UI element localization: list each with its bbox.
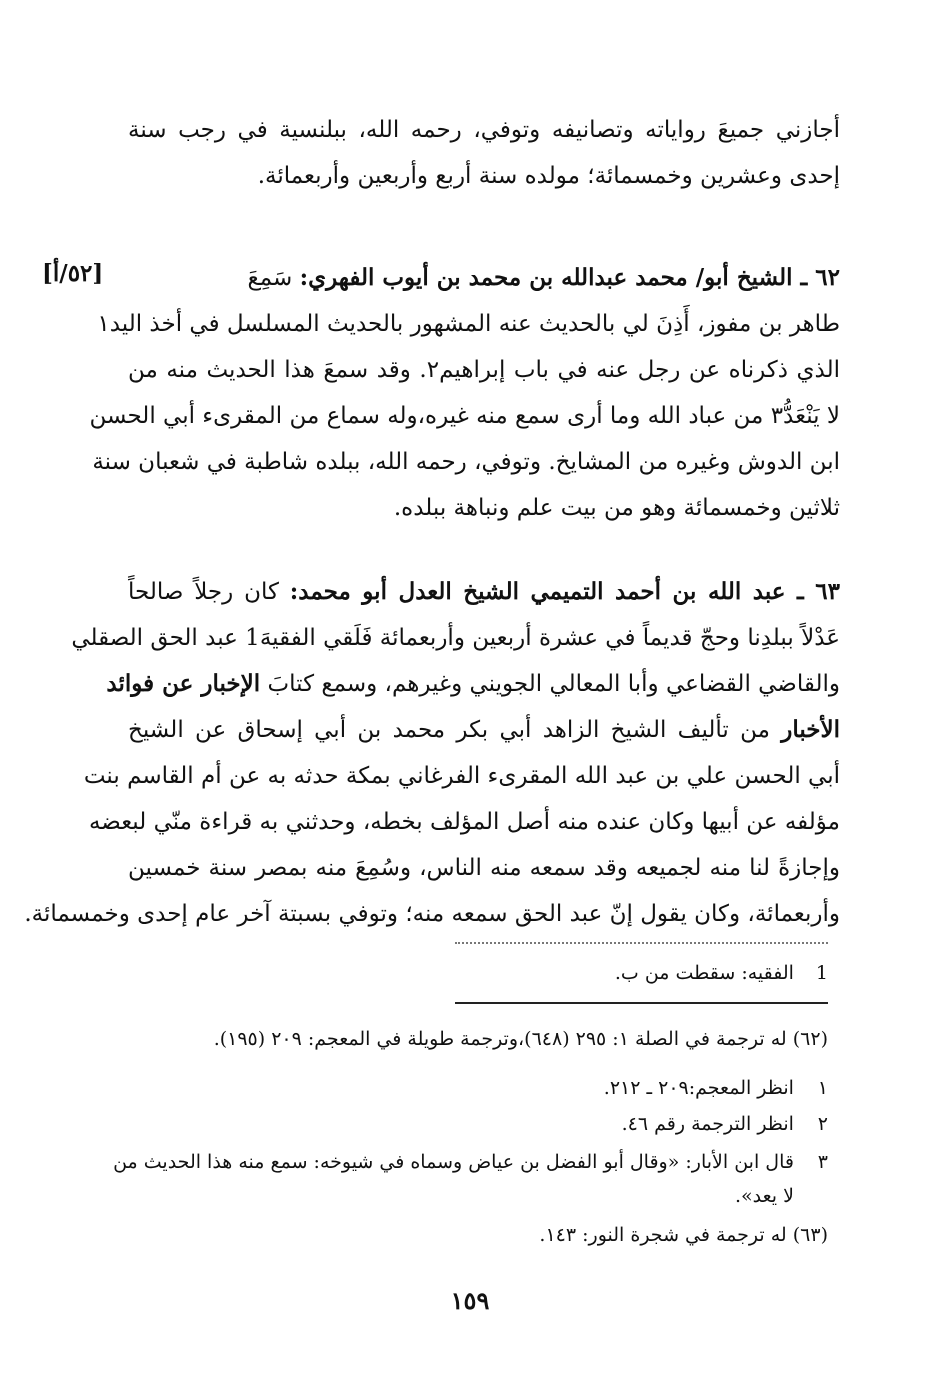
text-line: ثلاثين وخمسمائة وهو من بيت علم ونباهة ببلده. xyxy=(393,495,840,521)
text-line: لا يَنْعَدُّ٣ من عباد الله وما أرى سمع منه غيره،وله سماع من المقرىء أبي الحسن xyxy=(89,403,840,429)
note-number: ٢ xyxy=(817,1113,828,1135)
note-text: انظر الترجمة رقم ٤٦. xyxy=(621,1113,794,1135)
reference-note-62: (٦٢) له ترجمة في الصلة ١: ٢٩٥ (٦٤٨)،وترجمة طويلة في المعجم: ٢٠٩ (١٩٥). xyxy=(213,1028,828,1050)
note-text: انظر المعجم:٢٠٩ ـ ٢١٢. xyxy=(603,1077,794,1099)
reference-note xyxy=(604,1077,828,1099)
text-fragment: كان رجلاً صالحاً xyxy=(128,579,279,605)
text-line: طاهر بن مفوز، أَذِنَ لي بالحديث عنه المشهور بالحديث المسلسل في أخذ اليد١ xyxy=(97,311,840,337)
text-line: أبي الحسن علي بن عبد الله المقرىء الفرغاني بمكة حدثه به عن أم القاسم بنت xyxy=(83,763,840,789)
footnote-number: 1 xyxy=(815,962,828,984)
reference-note-63: (٦٣) له ترجمة في شجرة النور: ١٤٣. xyxy=(539,1224,828,1246)
note-number: ٣ xyxy=(817,1151,828,1173)
apparatus-footnote xyxy=(615,962,828,984)
text-line: ابن الدوش وغيره من المشايخ. وتوفي، رحمه الله، ببلده شاطبة في شعبان سنة xyxy=(92,449,840,475)
dotted-separator xyxy=(455,942,828,944)
text-line: أجازني جميعَ رواياته وتصانيفه وتوفي، رحمه الله، ببلنسية في رجب سنة xyxy=(128,117,840,143)
text-line: الذي ذكرناه عن رجل عنه في باب إبراهيم٢. وقد سمعَ هذا الحديث منه من xyxy=(128,357,840,383)
text-fragment: والقاضي القضاعي وأبا المعالي الجويني وغيرهم، وسمع كتابَ xyxy=(267,671,840,697)
text-line: عَدْلاً ببلدِنا وحجّ قديماً في عشرة أربعين وأربعمائة فَلَقي الفقيهَ1 عبد الحق الصقلي xyxy=(71,625,840,651)
entry-63-first-line xyxy=(128,570,840,614)
book-title: الإخبار عن فوائد xyxy=(106,670,261,697)
reference-note-continuation xyxy=(735,1185,828,1207)
text-line-with-title xyxy=(106,662,840,706)
footnote-text: الفقيه: سقطت من ب. xyxy=(614,962,794,984)
text-line: وإجازةً لنا منه لجميعه وقد سمعه منه الناس، وسُمِعَ منه بمصر سنة خمسين xyxy=(128,855,840,881)
page-number: ١٥٩ xyxy=(450,1286,490,1315)
reference-note xyxy=(113,1151,828,1173)
text-line-with-title xyxy=(128,708,840,752)
note-number: ١ xyxy=(817,1077,828,1099)
reference-note xyxy=(622,1113,828,1135)
entry-63-heading: ٦٣ ـ عبد الله بن أحمد التميمي الشيخ العدل أبو محمد: xyxy=(289,578,841,605)
entry-62-first-line xyxy=(128,256,840,300)
text-fragment: سَمِعَ xyxy=(247,265,293,291)
text-line: مؤلفه عن أبيها وكان عنده منه أصل المؤلف بخطه، وحدثني به قراءة منّي لبعضه xyxy=(88,809,840,835)
entry-62-heading: ٦٢ ـ الشيخ أبو/ محمد عبدالله بن محمد بن أيوب الفهري: xyxy=(299,264,840,291)
note-text: لا يعد». xyxy=(734,1185,794,1207)
manuscript-folio-ref: [٥٢/أ] xyxy=(42,260,104,287)
text-line: إحدى وعشرين وخمسمائة؛ مولده سنة أربع وأربعين وأربعمائة. xyxy=(257,163,840,189)
solid-separator xyxy=(455,1002,828,1004)
book-title: الأخبار xyxy=(781,716,840,743)
text-line: وأربعمائة، وكان يقول إنّ عبد الحق سمعه منه؛ وتوفي بسبتة آخر عام إحدى وخمسمائة. xyxy=(24,901,840,927)
note-text: قال ابن الأبار: «وقال أبو الفضل بن عياض وسماه في شيوخه: سمع منه هذا الحديث من xyxy=(113,1151,794,1173)
text-fragment: من تأليف الشيخ الزاهد أبي بكر محمد بن أبي إسحاق عن الشيخ xyxy=(128,717,770,743)
